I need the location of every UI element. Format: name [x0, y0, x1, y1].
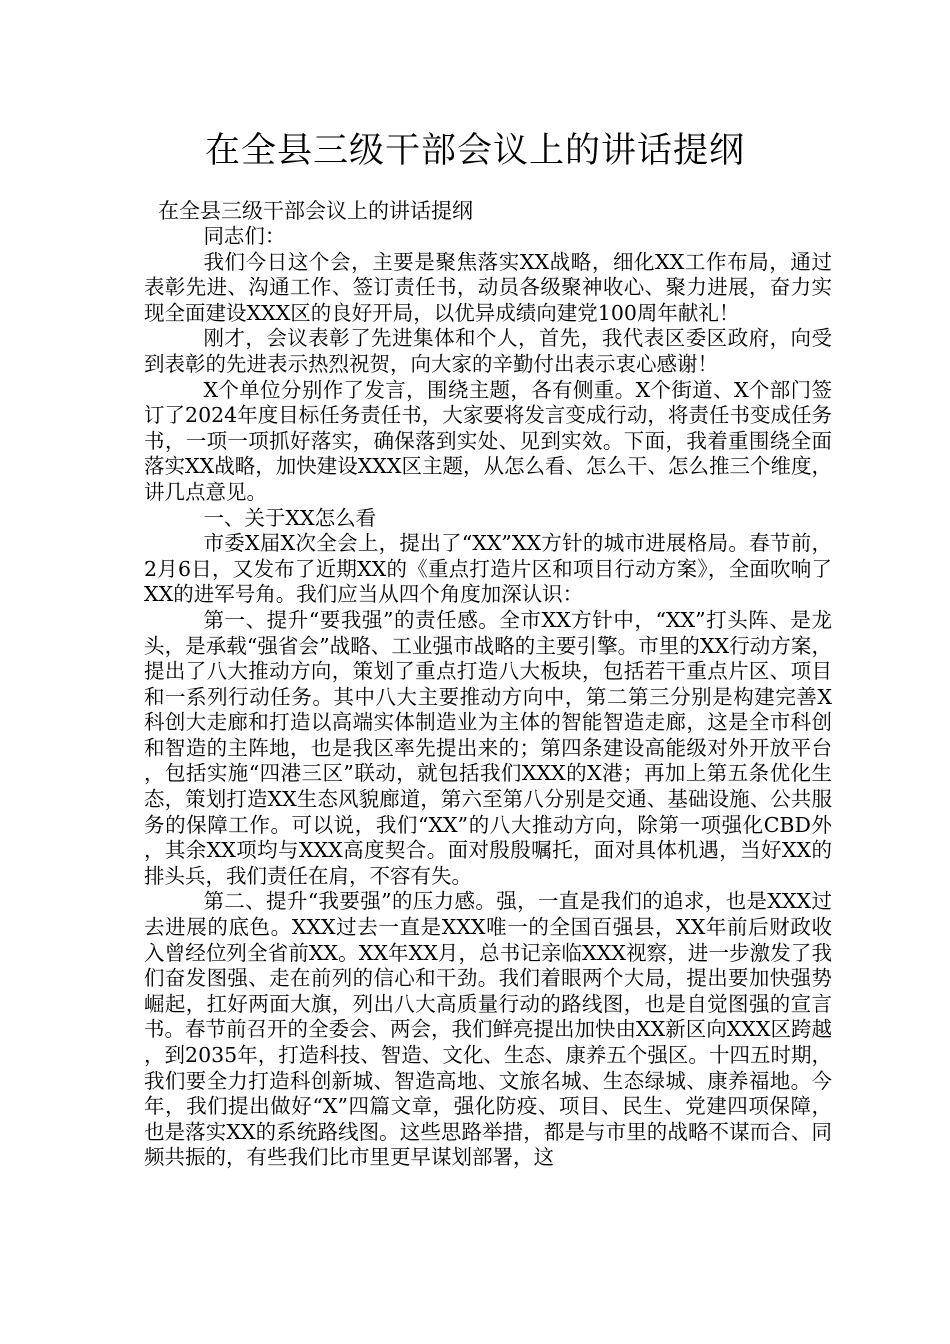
document-body	[144, 224, 832, 1171]
paragraph: X个单位分别作了发言，围绕主题，各有侧重。X个街道、X个部门签订了2024年度目标任务责任书，大家要将发言变成行动，将责任书变成任务书，一项一项抓好落实，确保落到实处、见到实效。下面，我着重围绕全面落实XX战略，加快建设XXX区主题，从怎么看、怎么干、怎么推三个维度，讲几点意见。	[144, 377, 832, 504]
paragraph: 刚才，会议表彰了先进集体和个人，首先，我代表区委区政府，向受到表彰的先进表示热烈祝贺，向大家的辛勤付出表示衷心感谢！	[144, 326, 832, 376]
document-title: 在全县三级干部会议上的讲话提纲	[204, 131, 745, 171]
paragraph: 我们今日这个会，主要是聚焦落实XX战略，细化XX工作布局，通过表彰先进、沟通工作、签订责任书，动员各级聚神收心、聚力进展，奋力实现全面建设XXX区的良好开局，以优异成绩向建党100周年献礼！	[144, 249, 832, 325]
document-subtitle: 在全县三级干部会议上的讲话提纲	[158, 199, 473, 223]
section-heading: 一、关于XX怎么看	[203, 505, 377, 530]
paragraph: 市委X届X次全会上，提出了“XX”XX方针的城市进展格局。春节前，2月6日，又发布了近期XX的《重点打造片区和项目行动方案》，全面吹响了XX的进军号角。我们应当从四个角度加深认识：	[144, 531, 832, 607]
paragraph: 第二、提升“我要强”的压力感。强，一直是我们的追求，也是XXX过去进展的底色。XXX过去一直是XXX唯一的全国百强县，XX年前后财政收入曾经位列全省前XX。XX年XX月，总书记亲临XXX视察，进一步激发了我们奋发图强、走在前列的信心和干劲。我们着眼两个大局，提出要加快强势崛起，扛好两面大旗，列出八大高质量行动的路线图，也是自觉图强的宣言书。春节前召开的全委会、两会，我们鲜亮提出加快由XX新区向XXX区跨越，到2035年，打造科技、智造、文化、生态、康养五个强区。十四五时期，我们要全力打造科创新城、智造高地、文旅名城、生态绿城、康养福地。今年，我们提出做好“X”四篇文章，强化防疫、项目、民生、党建四项保障，也是落实XX的系统路线图。这些思路举措，都是与市里的战略不谋而合、同频共振的，有些我们比市里更早谋划部署，这	[144, 889, 832, 1170]
paragraph-salutation: 同志们：	[203, 224, 286, 248]
paragraph: 第一、提升“要我强”的责任感。全市XX方针中，“XX”打头阵、是龙头，是承载“强省会”战略、工业强市战略的主要引擎。市里的XX行动方案，提出了八大推动方向，策划了重点打造八大板块，包括若干重点片区、项目和一系列行动任务。其中八大主要推动方向中，第二第三分别是构建完善X科创大走廊和打造以高端实体制造业为主体的智能智造走廊，这是全市科创和智造的主阵地，也是我区率先提出来的；第四条建设高能级对外开放平台，包括实施“四港三区”联动，就包括我们XXX的X港；再加上第五条优化生态，策划打造XX生态风貌廊道，第六至第八分别是交通、基础设施、公共服务的保障工作。可以说，我们“XX”的八大推动方向，除第一项强化CBD外，其余XX项均与XXX高度契合。面对殷殷嘱托，面对具体机遇，当好XX的排头兵，我们责任在肩，不容有失。	[144, 607, 832, 888]
